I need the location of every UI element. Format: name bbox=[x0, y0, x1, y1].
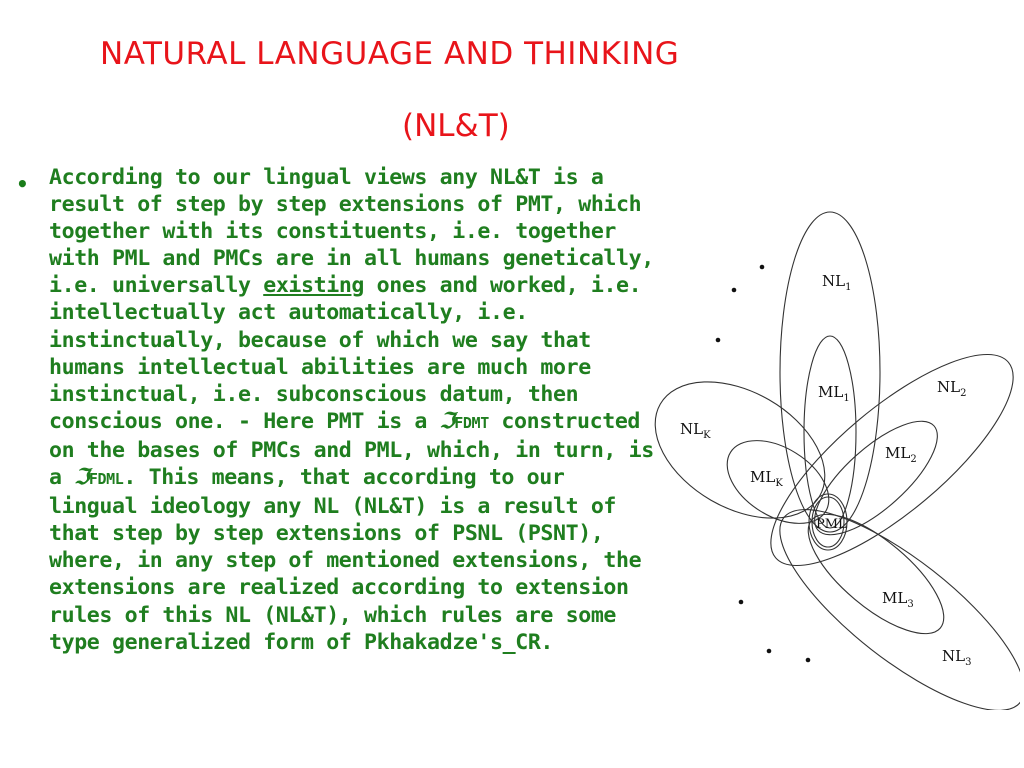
label-ml2: $ML_2$ bbox=[885, 444, 917, 465]
fraktur-symbol-1: ℑ bbox=[439, 408, 455, 434]
dot bbox=[806, 658, 811, 663]
label-ml1: $ML_1$ bbox=[818, 383, 850, 404]
label-nlk: $NL_K$ bbox=[680, 420, 711, 441]
slide-title: NATURAL LANGUAGE AND THINKING bbox=[100, 36, 680, 72]
label-mlk: $ML_K$ bbox=[750, 468, 783, 489]
dot bbox=[739, 600, 744, 605]
slide-subtitle: (NL&T) bbox=[402, 108, 510, 144]
underlined-word: existing bbox=[263, 273, 365, 299]
label-nl1: $NL_1$ bbox=[822, 272, 852, 293]
paragraph-text-1: According to our lingual views any NL&T is a result of step by step extensions of PMT, which together with its constituents, i.e. together with PML and PMCs are in all humans genetically, i.e. universally bbox=[49, 165, 654, 299]
dot bbox=[760, 265, 765, 270]
label-ml3: $ML_3$ bbox=[882, 589, 914, 610]
symbol-subscript-2: FDML bbox=[88, 470, 124, 489]
paragraph-text-4: . This means, that according to our lingual ideology any NL (NL&T) is a result of that step by step extensions of PSNL (PSNT), where, in any step of mentioned extensions, the extensions are realized according to extension rules of this NL (NL&T), which rules are some type generalized form of Pkhakadze's_CR. bbox=[49, 465, 642, 655]
dot bbox=[716, 338, 721, 343]
symbol-subscript-1: FDMT bbox=[454, 413, 489, 432]
paragraph-text-2: ones and worked, i.e. intellectually act automatically, i.e. instinctually, because of which we say that humans intellectual abilities are much more instinctual, i.e. subconscious datum, then conscious one. - Here PMT is a bbox=[49, 273, 642, 434]
label-pml: PML bbox=[816, 517, 847, 532]
bullet-paragraph bbox=[49, 164, 661, 656]
fraktur-symbol-2: ℑ bbox=[74, 465, 89, 491]
nested-ellipses-diagram bbox=[640, 200, 1020, 710]
bullet-marker: • bbox=[16, 172, 29, 196]
label-nl3: $NL_3$ bbox=[942, 647, 972, 668]
dot bbox=[732, 288, 737, 293]
label-nl2: $NL_2$ bbox=[937, 378, 967, 399]
ellipse-nl2 bbox=[742, 322, 1020, 597]
paragraph-text-3: constructed on the bases of PMCs and PML, which, in turn, is a bbox=[49, 408, 654, 491]
ellipse-ml1 bbox=[804, 336, 856, 528]
dot bbox=[767, 649, 772, 654]
